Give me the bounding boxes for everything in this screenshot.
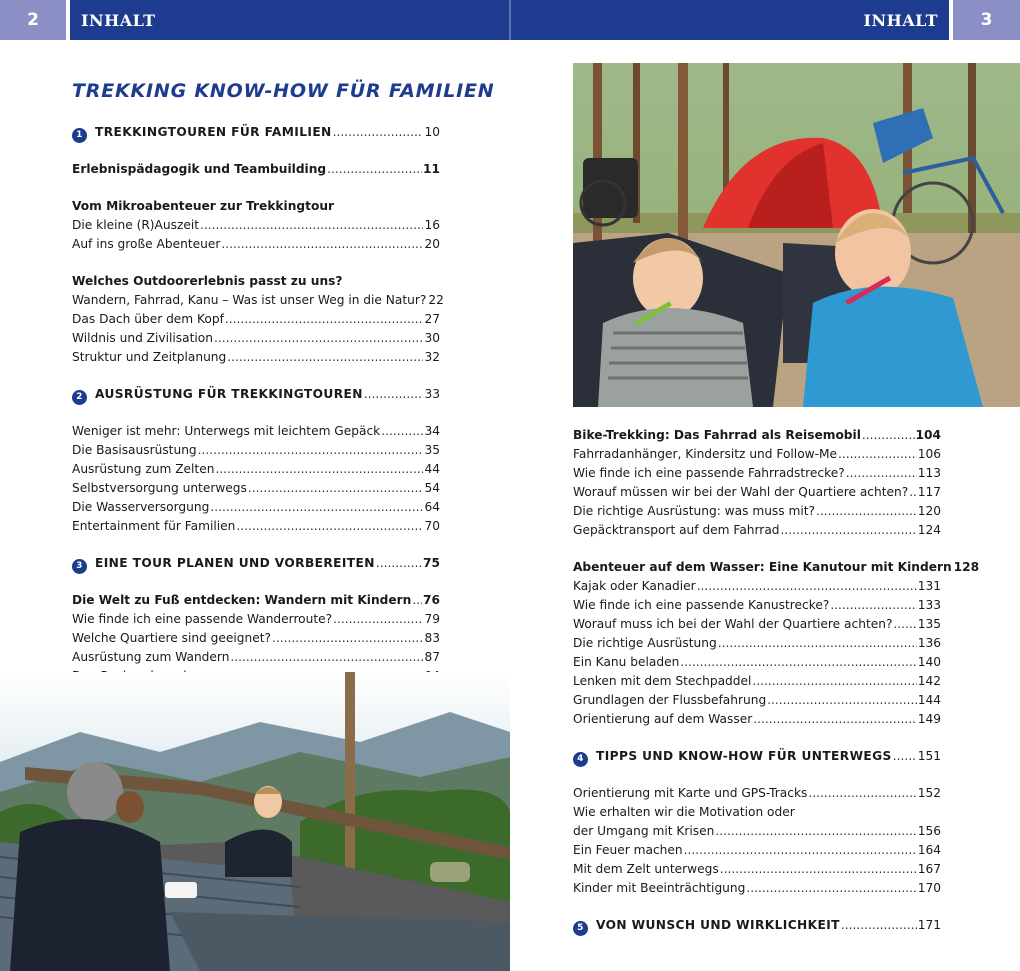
toc-leader-dots [215, 460, 423, 479]
toc-page-number: 87 [424, 650, 440, 664]
toc-leader-dots [746, 879, 916, 898]
toc-entry-title: Selbstversorgung unterwegs [72, 481, 247, 495]
chapter-number-badge: 4 [573, 752, 588, 767]
toc-entry-title: Wandern, Fahrrad, Kanu – Was ist unser Weg in die Natur? [72, 293, 427, 307]
toc-chapter-entry[interactable] [573, 916, 941, 935]
photo-mountain-picnic [0, 672, 510, 971]
page-title: TREKKING KNOW-HOW FÜR FAMILIEN [72, 80, 495, 102]
toc-leader-dots [838, 445, 917, 464]
toc-page-number: 151 [917, 749, 941, 763]
toc-entry[interactable] [573, 672, 941, 691]
toc-entry-title: Welche Quartiere sind geeignet? [72, 631, 271, 645]
toc-leader-dots [684, 841, 917, 860]
toc-entry[interactable] [573, 464, 941, 483]
toc-page-number: 79 [424, 612, 440, 626]
toc-entry-title: Orientierung mit Karte und GPS-Tracks [573, 786, 808, 800]
toc-entry[interactable] [573, 615, 941, 634]
toc-page-number: 32 [424, 350, 440, 364]
right-header-title: INHALT [863, 10, 938, 30]
toc-entry-title: Ausrüstung zum Zelten [72, 462, 215, 476]
toc-entry[interactable] [573, 445, 941, 464]
toc-entry[interactable] [573, 691, 941, 710]
toc-leader-dots [225, 310, 424, 329]
toc-leader-dots [846, 464, 917, 483]
toc-page-number: 33 [424, 387, 440, 401]
toc-page-number: 142 [917, 674, 941, 688]
toc-page-number: 171 [917, 918, 941, 932]
toc-entry[interactable] [573, 483, 941, 502]
toc-leader-dots [227, 348, 423, 367]
toc-entry-title: Die richtige Ausrüstung [573, 636, 717, 650]
toc-entry-title: Die Welt zu Fuß entdecken: Wandern mit Kindern [72, 593, 412, 607]
toc-page-number: 70 [424, 519, 440, 533]
toc-entry-title: Wie finde ich eine passende Fahrradstrecke? [573, 466, 845, 480]
toc-entry-title: Lenken mit dem Stechpaddel [573, 674, 752, 688]
toc-entry[interactable] [72, 591, 440, 610]
toc-page-number: 35 [424, 443, 440, 457]
toc-leader-dots [248, 479, 424, 498]
toc-spacer [72, 367, 440, 385]
toc-entry[interactable] [72, 310, 440, 329]
toc-entry-title [573, 916, 840, 935]
toc-page-number: 83 [424, 631, 440, 645]
toc-entry-title: Das Dach über dem Kopf [72, 312, 224, 326]
toc-leader-dots [327, 160, 422, 179]
toc-entry-title: Kinder mit Beeinträchtigung [573, 881, 746, 895]
toc-leader-dots [214, 329, 424, 348]
toc-entry[interactable] [573, 841, 941, 860]
toc-leader-dots [720, 860, 917, 879]
toc-entry[interactable] [72, 479, 440, 498]
toc-entry[interactable] [72, 629, 440, 648]
toc-heading-text: Vom Mikroabenteuer zur Trekkingtour [72, 199, 334, 213]
toc-spacer [573, 540, 941, 558]
toc-entry[interactable] [72, 160, 440, 179]
toc-page-number: 113 [917, 466, 941, 480]
toc-page-number: 133 [917, 598, 941, 612]
toc-leader-dots [909, 483, 917, 502]
chapter-number-badge: 3 [72, 559, 87, 574]
toc-entry-title [573, 747, 892, 766]
toc-page-number: 167 [917, 862, 941, 876]
toc-entry-title: Struktur und Zeitplanung [72, 350, 227, 364]
toc-entry-title: Ausrüstung zum Wandern [72, 650, 230, 664]
toc-leader-dots [412, 591, 422, 610]
toc-page-number: 104 [915, 428, 941, 442]
toc-page-number: 170 [917, 881, 941, 895]
toc-page-number: 34 [424, 424, 440, 438]
toc-chapter-entry[interactable] [72, 554, 440, 573]
toc-page-number: 20 [424, 237, 440, 251]
toc-page-number: 152 [917, 786, 941, 800]
toc-leader-dots [198, 441, 424, 460]
toc-entry-title: Kajak oder Kanadier [573, 579, 696, 593]
toc-entry[interactable] [72, 291, 444, 310]
toc-leader-dots [272, 629, 423, 648]
toc-page-number: 144 [917, 693, 941, 707]
toc-entry[interactable] [573, 653, 941, 672]
toc-entry-title: Die Wasserversorgung [72, 500, 210, 514]
chapter-title: EINE TOUR PLANEN UND VORBEREITEN [95, 556, 375, 570]
chapter-number-badge: 1 [72, 128, 87, 143]
right-page-number: 3 [953, 0, 1020, 40]
toc-page-number: 27 [424, 312, 440, 326]
toc-entry[interactable] [72, 648, 440, 667]
chapter-title: VON WUNSCH UND WIRKLICHKEIT [596, 918, 840, 932]
toc-entry[interactable] [573, 596, 941, 615]
toc-entry-title: Worauf müssen wir bei der Wahl der Quartiere achten? [573, 485, 909, 499]
toc-entry[interactable] [72, 441, 440, 460]
toc-page-number: 131 [917, 579, 941, 593]
toc-page-number: 164 [917, 843, 941, 857]
toc-entry-title: Grundlagen der Flussbefahrung [573, 693, 767, 707]
toc-spacer [72, 536, 440, 554]
left-page-number: 2 [0, 0, 66, 40]
toc-entry-title: Auf ins große Abenteuer [72, 237, 221, 251]
toc-leader-dots [862, 426, 915, 445]
toc-page-number: 75 [423, 556, 440, 570]
toc-spacer [72, 573, 440, 591]
toc-entry[interactable] [573, 710, 941, 729]
toc-spacer [72, 142, 440, 160]
toc-entry[interactable] [573, 577, 941, 596]
mountain-photo-illustration [0, 672, 510, 971]
chapter-number-badge: 2 [72, 390, 87, 405]
toc-page-number: 16 [424, 218, 440, 232]
toc-leader-dots [752, 672, 916, 691]
toc-leader-dots [781, 521, 917, 540]
toc-page-number: 124 [917, 523, 941, 537]
toc-page-number: 135 [917, 617, 941, 631]
left-header-bar [70, 0, 509, 40]
toc-entry-title: Die Basisausrüstung [72, 443, 197, 457]
toc-entry[interactable] [72, 610, 440, 629]
toc-section-heading [72, 272, 440, 291]
toc-chapter-entry[interactable] [72, 123, 440, 142]
toc-leader-dots [200, 216, 423, 235]
toc-leader-dots [715, 822, 916, 841]
toc-leader-dots [767, 691, 917, 710]
toc-page-number: 22 [428, 293, 444, 307]
chapter-title: TREKKINGTOUREN FÜR FAMILIEN [95, 125, 332, 139]
toc-entry[interactable] [573, 784, 941, 803]
toc-page-number: 149 [917, 712, 941, 726]
toc-entry[interactable] [72, 498, 440, 517]
toc-entry-title [72, 123, 332, 142]
toc-leader-dots [753, 710, 917, 729]
toc-entry-title: Ein Kanu beladen [573, 655, 680, 669]
toc-leader-dots [230, 648, 423, 667]
toc-leader-dots [236, 517, 423, 536]
toc-entry[interactable] [72, 348, 440, 367]
toc-page-number: 117 [917, 485, 941, 499]
toc-entry-title: Fahrradanhänger, Kindersitz und Follow-Me [573, 447, 838, 461]
toc-chapter-entry[interactable] [72, 385, 440, 404]
toc-entry[interactable] [573, 860, 941, 879]
toc-entry[interactable] [573, 502, 941, 521]
toc-entry-title: Wie finde ich eine passende Kanustrecke? [573, 598, 830, 612]
toc-leader-dots [381, 422, 423, 441]
chapter-title: TIPPS UND KNOW-HOW FÜR UNTERWEGS [596, 749, 892, 763]
toc-heading-text: Wie erhalten wir die Motivation oder [573, 805, 795, 819]
toc-leader-dots [697, 577, 917, 596]
toc-entry-title: Mit dem Zelt unterwegs [573, 862, 719, 876]
left-header-title: INHALT [81, 10, 156, 30]
toc-entry-title: Ein Feuer machen [573, 843, 683, 857]
chapter-title: AUSRÜSTUNG FÜR TREKKINGTOUREN [95, 387, 363, 401]
toc-entry-title: Entertainment für Familien [72, 519, 236, 533]
camping-photo-illustration [573, 63, 1020, 407]
toc-entry[interactable] [573, 426, 941, 445]
toc-leader-dots [841, 916, 917, 935]
toc-page-number: 76 [423, 593, 440, 607]
toc-leader-dots [893, 747, 917, 766]
toc-entry-title: Bike-Trekking: Das Fahrrad als Reisemobil [573, 428, 861, 442]
toc-entry-title [72, 385, 363, 404]
toc-leader-dots [376, 554, 422, 573]
toc-page-number: 120 [917, 504, 941, 518]
chapter-number-badge: 5 [573, 921, 588, 936]
toc-heading-text: Welches Outdoorerlebnis passt zu uns? [72, 274, 343, 288]
toc-entry[interactable] [72, 460, 440, 479]
toc-section-heading [573, 803, 941, 822]
toc-entry-title: Worauf muss ich bei der Wahl der Quartiere achten? [573, 617, 893, 631]
toc-page-number: 10 [424, 125, 440, 139]
toc-spacer [72, 404, 440, 422]
toc-page-number: 106 [917, 447, 941, 461]
toc-leader-dots [210, 498, 423, 517]
toc-section-heading [72, 197, 440, 216]
toc-entry-title: Die richtige Ausrüstung: was muss mit? [573, 504, 816, 518]
toc-entry-title: Erlebnispädagogik und Teambuilding [72, 162, 327, 176]
toc-page-number: 44 [424, 462, 440, 476]
right-header-bar [511, 0, 949, 40]
toc-page-number: 11 [423, 162, 440, 176]
toc-entry[interactable] [573, 521, 941, 540]
toc-chapter-entry[interactable] [573, 747, 941, 766]
toc-entry-title: Weniger ist mehr: Unterwegs mit leichtem Gepäck [72, 424, 381, 438]
toc-leader-dots [333, 610, 423, 629]
toc-leader-dots [680, 653, 916, 672]
toc-entry-title: Orientierung auf dem Wasser [573, 712, 753, 726]
toc-entry-title [72, 554, 375, 573]
toc-entry[interactable] [573, 822, 941, 841]
toc-spacer [573, 898, 941, 916]
toc-leader-dots [718, 634, 917, 653]
toc-entry-title: Abenteuer auf dem Wasser: Eine Kanutour mit Kindern [573, 560, 952, 574]
toc-page-number: 136 [917, 636, 941, 650]
toc-entry[interactable] [72, 517, 440, 536]
toc-spacer [72, 179, 440, 197]
toc-entry-title: Wildnis und Zivilisation [72, 331, 213, 345]
toc-entry[interactable] [72, 329, 440, 348]
toc-leader-dots [364, 385, 424, 404]
toc-leader-dots [816, 502, 917, 521]
toc-spacer [72, 254, 440, 272]
toc-page-number: 30 [424, 331, 440, 345]
toc-entry[interactable] [72, 216, 440, 235]
toc-page-number: 140 [917, 655, 941, 669]
toc-leader-dots [830, 596, 916, 615]
photo-camping-kids [573, 63, 1020, 407]
toc-spacer [573, 766, 941, 784]
toc-entry[interactable] [573, 634, 941, 653]
toc-spacer [573, 729, 941, 747]
toc-entry-title: Gepäcktransport auf dem Fahrrad [573, 523, 780, 537]
toc-leader-dots [221, 235, 423, 254]
toc-entry[interactable] [573, 558, 980, 577]
toc-entry-title: Wie finde ich eine passende Wanderroute? [72, 612, 333, 626]
toc-entry[interactable] [573, 879, 941, 898]
toc-entry-title: Die kleine (R)Auszeit [72, 218, 200, 232]
toc-leader-dots [893, 615, 916, 634]
toc-page-number: 156 [917, 824, 941, 838]
toc-entry[interactable] [72, 235, 440, 254]
toc-entry-title: der Umgang mit Krisen [573, 824, 715, 838]
toc-left-column [72, 123, 444, 723]
toc-page-number: 64 [424, 500, 440, 514]
toc-leader-dots [333, 123, 424, 142]
toc-entry[interactable] [72, 422, 440, 441]
toc-page-number: 128 [953, 560, 980, 574]
toc-right-column [573, 426, 980, 935]
toc-leader-dots [808, 784, 916, 803]
toc-page-number: 54 [424, 481, 440, 495]
